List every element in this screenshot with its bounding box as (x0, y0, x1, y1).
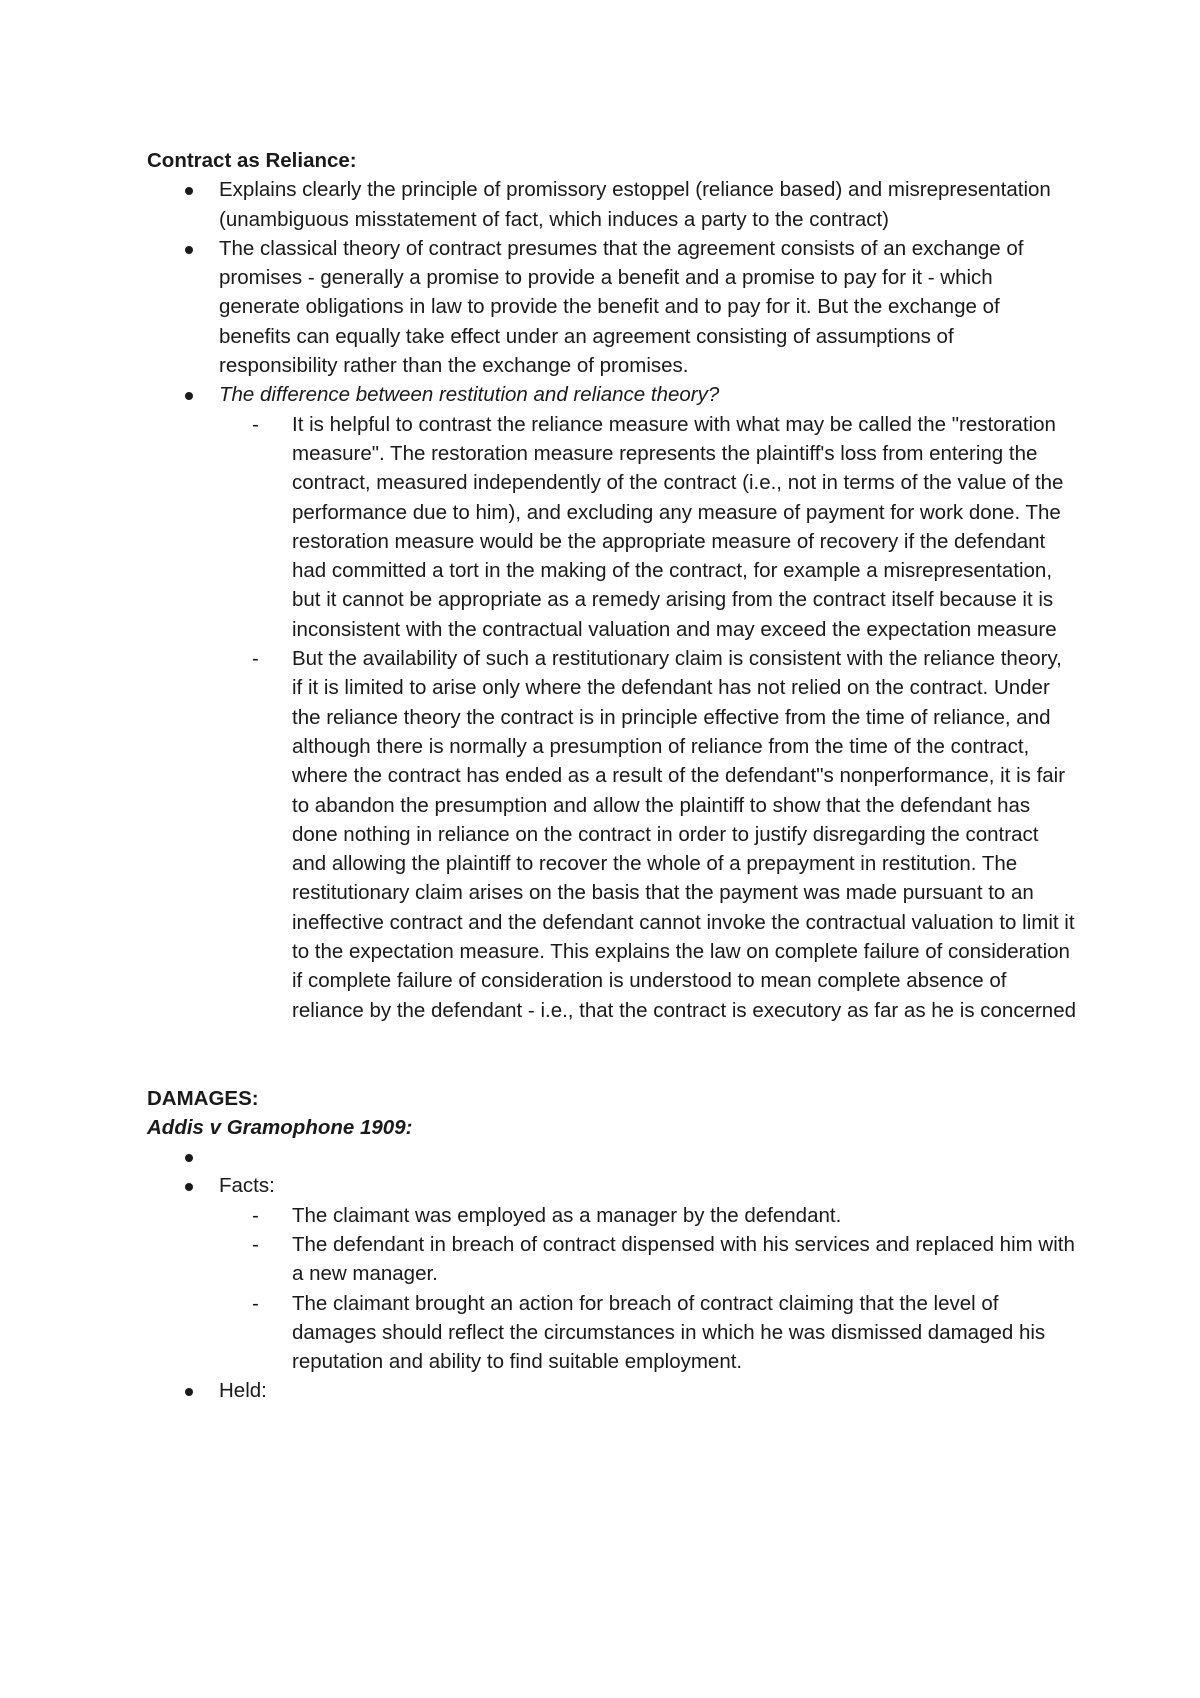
list-item (219, 1376, 1077, 1405)
list-item (252, 1201, 1077, 1230)
bullet-text-promissory-estoppel: Explains clearly the principle of promissory estoppel (reliance based) and misrepresentation (unambiguous misstatement of fact, which induces a party to the contract) (219, 178, 1051, 231)
list-item (252, 1289, 1077, 1377)
bullet-text-classical-theory: The classical theory of contract presumes that the agreement consists of an exchange of promises - generally a promise to provide a benefit and a promise to pay for it - which generate obligations in law to provide the benefit and to pay for it. But the exchange of benefits can equally take effect under an agreement consisting of assumptions of responsibility rather than the exchange of promises. (219, 236, 1024, 378)
empty-bullet-line (219, 1142, 1077, 1171)
dash-icon: - (252, 647, 259, 671)
dash-icon: - (252, 412, 259, 436)
section-heading-damages: DAMAGES: (147, 1086, 259, 1110)
bullet-icon (185, 1154, 193, 1162)
list-item (252, 410, 1077, 644)
fact-item: The defendant in breach of contract dispensed with his services and replaced him with a new manager. (292, 1232, 1075, 1286)
case-title-addis: Addis v Gramophone 1909: (147, 1115, 413, 1139)
facts-sub-list (219, 1201, 1077, 1377)
dash-icon: - (252, 1203, 259, 1227)
bullet-icon (185, 392, 193, 400)
restitution-sub-list (219, 410, 1077, 1025)
dash-icon: - (252, 1291, 259, 1315)
facts-label: Facts: (219, 1174, 275, 1198)
sub-item-restoration-measure: It is helpful to contrast the reliance measure with what may be called the "restoration measure". The restoration measure represents the plaintiff's loss from entering the contract, measured independently of the contract (i.e., not in terms of the value of the performance due to him), and excluding any measure of payment for work done. The restoration measure would be the appropriate measure of recovery if the defendant had committed a tort in the making of the contract, for example a misrepresentation, but it cannot be appropriate as a remedy arising from the contract itself because it is inconsistent with the contractual valuation and may exceed the expectation measure (292, 412, 1064, 641)
list-item (219, 380, 1077, 1025)
reliance-bullet-list (147, 175, 1077, 1025)
list-item (252, 1230, 1077, 1289)
dash-icon: - (252, 1232, 259, 1256)
held-label: Held: (219, 1379, 267, 1403)
addis-bullet-list (147, 1142, 1077, 1406)
fact-item: The claimant was employed as a manager by the defendant. (292, 1203, 842, 1227)
fact-item: The claimant brought an action for breach of contract claiming that the level of damages should reflect the circumstances in which he was dismissed damaged his reputation and ability to find suitable employment. (292, 1291, 1046, 1374)
document-page (147, 146, 1077, 1406)
bullet-icon (185, 246, 193, 254)
list-item (252, 644, 1077, 1025)
bullet-icon (185, 187, 193, 195)
list-item (219, 1171, 1077, 1376)
section-spacer (147, 1025, 1077, 1084)
bullet-icon (185, 1388, 193, 1396)
bullet-icon (185, 1183, 193, 1191)
sub-item-restitutionary-claim: But the availability of such a restitutionary claim is consistent with the reliance theory, if it is limited to arise only where the defendant has not relied on the contract. Under the reliance theory the contract is in principle effective from the time of reliance, and although there is normally a presumption of reliance from the time of the contract, where the contract has ended as a result of the defendant"s nonperformance, it is fair to abandon the presumption and allow the plaintiff to show that the defendant has done nothing in reliance on the contract in order to justify disregarding the contract and allowing the plaintiff to recover the whole of a prepayment in restitution. The restitutionary claim arises on the basis that the payment was made pursuant to an ineffective contract and the defendant cannot invoke the contractual valuation to limit it to the expectation measure. This explains the law on complete failure of consideration if complete failure of consideration is understood to mean complete absence of reliance by the defendant - i.e., that the contract is executory as far as he is concerned (292, 647, 1076, 1022)
list-item (219, 234, 1077, 380)
bullet-text-restitution-question: The difference between restitution and reliance theory? (219, 383, 720, 407)
section-heading-contract-as-reliance: Contract as Reliance: (147, 149, 357, 172)
list-item (219, 175, 1077, 234)
list-item (219, 1142, 1077, 1171)
